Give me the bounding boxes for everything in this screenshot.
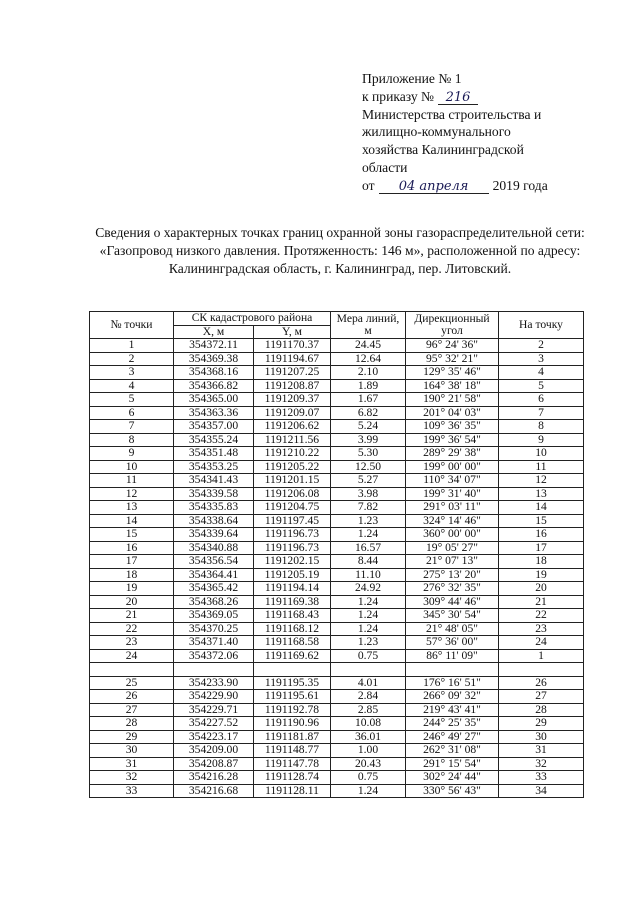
cell-point: 12 xyxy=(90,487,174,501)
cell-to-point: 8 xyxy=(499,420,584,434)
cell-angle: 199° 31' 40" xyxy=(406,487,499,501)
cell-measure: 6.82 xyxy=(331,406,406,420)
cell-measure: 20.43 xyxy=(331,757,406,771)
cell-x: 354355.24 xyxy=(174,433,254,447)
cell-x: 354353.25 xyxy=(174,460,254,474)
cell-y: 1191202.15 xyxy=(254,555,331,569)
header-x: X, м xyxy=(174,325,254,339)
cell-measure: 24.45 xyxy=(331,339,406,353)
cell-angle: 276° 32' 35" xyxy=(406,582,499,596)
table-row xyxy=(90,474,584,488)
cell-x: 354368.26 xyxy=(174,595,254,609)
cell-point: 30 xyxy=(90,744,174,758)
header-angle: Дирекционный угол xyxy=(406,312,499,339)
cell-angle: 291° 03' 11" xyxy=(406,501,499,515)
cell-point: 20 xyxy=(90,595,174,609)
cell-x: 354209.00 xyxy=(174,744,254,758)
cell-x: 354351.48 xyxy=(174,447,254,461)
cell-angle: 164° 38' 18" xyxy=(406,379,499,393)
cell-measure: 8.44 xyxy=(331,555,406,569)
cell-measure: 0.75 xyxy=(331,771,406,785)
cell-to-point: 10 xyxy=(499,447,584,461)
cell-y: 1191196.73 xyxy=(254,528,331,542)
cell-point: 1 xyxy=(90,339,174,353)
cell-x: 354341.43 xyxy=(174,474,254,488)
cell-x: 354365.42 xyxy=(174,582,254,596)
cell-x: 354369.05 xyxy=(174,609,254,623)
cell-x: 354363.36 xyxy=(174,406,254,420)
cell-x: 354223.17 xyxy=(174,730,254,744)
cell-point: 13 xyxy=(90,501,174,515)
cell-measure: 4.01 xyxy=(331,676,406,690)
cell-angle: 199° 36' 54" xyxy=(406,433,499,447)
cell-to-point: 12 xyxy=(499,474,584,488)
cell-x: 354372.06 xyxy=(174,649,254,663)
table-row xyxy=(90,487,584,501)
handwritten-order-number: 216 xyxy=(438,91,478,105)
cell-measure: 1.24 xyxy=(331,784,406,798)
cell-y: 1191196.73 xyxy=(254,541,331,555)
cell-angle: 96° 24' 36" xyxy=(406,339,499,353)
cell-to-point: 15 xyxy=(499,514,584,528)
cell-to-point: 31 xyxy=(499,744,584,758)
cell-point: 6 xyxy=(90,406,174,420)
date-prefix: от xyxy=(362,177,375,193)
cell-to-point: 28 xyxy=(499,703,584,717)
cell-to-point: 27 xyxy=(499,690,584,704)
cell-to-point: 30 xyxy=(499,730,584,744)
cell-point: 17 xyxy=(90,555,174,569)
cell-x: 354369.38 xyxy=(174,352,254,366)
cell-y: 1191197.45 xyxy=(254,514,331,528)
cell-measure: 0.75 xyxy=(331,649,406,663)
cell-y: 1191201.15 xyxy=(254,474,331,488)
cell-measure: 10.08 xyxy=(331,717,406,731)
cell-measure: 5.27 xyxy=(331,474,406,488)
cell-to-point: 5 xyxy=(499,379,584,393)
cell-to-point: 32 xyxy=(499,757,584,771)
cell-angle: 21° 48' 05" xyxy=(406,622,499,636)
cell-angle: 201° 04' 03" xyxy=(406,406,499,420)
cell-measure: 36.01 xyxy=(331,730,406,744)
cell-point: 24 xyxy=(90,649,174,663)
cell-measure: 1.23 xyxy=(331,636,406,650)
cell-point: 9 xyxy=(90,447,174,461)
cell-x: 354368.16 xyxy=(174,366,254,380)
cell-to-point: 18 xyxy=(499,555,584,569)
cell-angle: 266° 09' 32" xyxy=(406,690,499,704)
cell-measure: 5.24 xyxy=(331,420,406,434)
cell-point: 28 xyxy=(90,717,174,731)
cell-angle: 110° 34' 07" xyxy=(406,474,499,488)
table-row xyxy=(90,690,584,704)
table-row xyxy=(90,447,584,461)
cell-measure: 1.23 xyxy=(331,514,406,528)
cell-x: 354216.28 xyxy=(174,771,254,785)
cell-to-point: 13 xyxy=(499,487,584,501)
table-row xyxy=(90,420,584,434)
cell-angle: 129° 35' 46" xyxy=(406,366,499,380)
cell-y: 1191195.61 xyxy=(254,690,331,704)
cell-measure: 7.82 xyxy=(331,501,406,515)
cell-measure: 3.98 xyxy=(331,487,406,501)
cell-point: 7 xyxy=(90,420,174,434)
cell-x: 354340.88 xyxy=(174,541,254,555)
cell-x: 354364.41 xyxy=(174,568,254,582)
cell-measure: 1.24 xyxy=(331,595,406,609)
cell-angle: 324° 14' 46" xyxy=(406,514,499,528)
table-row xyxy=(90,703,584,717)
table-row xyxy=(90,757,584,771)
date-suffix: 2019 года xyxy=(492,177,548,193)
cell-to-point: 22 xyxy=(499,609,584,623)
cell-to-point: 4 xyxy=(499,366,584,380)
cell-x: 354339.58 xyxy=(174,487,254,501)
cell-angle: 345° 30' 54" xyxy=(406,609,499,623)
separator-row xyxy=(90,663,584,677)
table-row xyxy=(90,528,584,542)
ministry-line-4: области xyxy=(362,159,408,175)
cell-point: 19 xyxy=(90,582,174,596)
cell-x: 354371.40 xyxy=(174,636,254,650)
cell-y: 1191194.14 xyxy=(254,582,331,596)
cell-point: 25 xyxy=(90,676,174,690)
order-prefix: к приказу № xyxy=(362,88,435,104)
cell-point: 21 xyxy=(90,609,174,623)
cell-y: 1191169.62 xyxy=(254,649,331,663)
cell-point: 14 xyxy=(90,514,174,528)
cell-y: 1191210.22 xyxy=(254,447,331,461)
cell-angle: 176° 16' 51" xyxy=(406,676,499,690)
header-point: № точки xyxy=(90,312,174,339)
cell-to-point: 24 xyxy=(499,636,584,650)
cell-measure: 2.85 xyxy=(331,703,406,717)
cell-y: 1191195.35 xyxy=(254,676,331,690)
cell-x: 354216.68 xyxy=(174,784,254,798)
document-heading: Сведения о характерных точках границ охранной зоны газораспределительной сети: «Газопровод низкого давления. Протяженность: 146 м», расположенной по адресу: Калининградская область, г. Калининград, пер. Литовский. xyxy=(95,225,585,277)
cell-measure: 1.24 xyxy=(331,609,406,623)
cell-point: 4 xyxy=(90,379,174,393)
cell-y: 1191209.37 xyxy=(254,393,331,407)
cell-y: 1191168.58 xyxy=(254,636,331,650)
cell-y: 1191211.56 xyxy=(254,433,331,447)
table-row xyxy=(90,433,584,447)
cell-to-point: 3 xyxy=(499,352,584,366)
cell-angle: 21° 07' 13" xyxy=(406,555,499,569)
cell-point: 5 xyxy=(90,393,174,407)
cell-measure: 2.84 xyxy=(331,690,406,704)
cell-y: 1191168.43 xyxy=(254,609,331,623)
cell-measure: 1.24 xyxy=(331,528,406,542)
cell-x: 354233.90 xyxy=(174,676,254,690)
cell-to-point: 7 xyxy=(499,406,584,420)
cell-to-point: 34 xyxy=(499,784,584,798)
table-row xyxy=(90,595,584,609)
cell-to-point: 29 xyxy=(499,717,584,731)
cell-measure: 1.24 xyxy=(331,622,406,636)
cell-angle: 246° 49' 27" xyxy=(406,730,499,744)
table-row xyxy=(90,555,584,569)
cell-point: 26 xyxy=(90,690,174,704)
cell-point: 11 xyxy=(90,474,174,488)
cell-angle: 360° 00' 00" xyxy=(406,528,499,542)
cell-y: 1191192.78 xyxy=(254,703,331,717)
cell-to-point: 23 xyxy=(499,622,584,636)
cell-measure: 12.50 xyxy=(331,460,406,474)
cell-x: 354372.11 xyxy=(174,339,254,353)
cell-x: 354335.83 xyxy=(174,501,254,515)
cell-angle: 262° 31' 08" xyxy=(406,744,499,758)
appendix-block xyxy=(362,70,602,195)
cell-to-point: 1 xyxy=(499,649,584,663)
cell-measure: 12.64 xyxy=(331,352,406,366)
cell-y: 1191148.77 xyxy=(254,744,331,758)
cell-point: 3 xyxy=(90,366,174,380)
ministry-line-3: хозяйства Калининградской xyxy=(362,142,524,158)
cell-x: 354338.64 xyxy=(174,514,254,528)
cell-point: 22 xyxy=(90,622,174,636)
cell-y: 1191168.12 xyxy=(254,622,331,636)
table-row xyxy=(90,717,584,731)
cell-angle: 309° 44' 46" xyxy=(406,595,499,609)
cell-to-point: 17 xyxy=(499,541,584,555)
cell-point: 33 xyxy=(90,784,174,798)
cell-point: 2 xyxy=(90,352,174,366)
cell-to-point: 19 xyxy=(499,568,584,582)
cell-x: 354339.64 xyxy=(174,528,254,542)
table-row xyxy=(90,582,584,596)
cell-point: 15 xyxy=(90,528,174,542)
table-row xyxy=(90,366,584,380)
cell-y: 1191204.75 xyxy=(254,501,331,515)
cell-angle: 244° 25' 35" xyxy=(406,717,499,731)
cell-angle: 86° 11' 09" xyxy=(406,649,499,663)
cell-angle: 190° 21' 58" xyxy=(406,393,499,407)
coordinates-table xyxy=(89,311,584,798)
table-row xyxy=(90,339,584,353)
table-row xyxy=(90,676,584,690)
table-row xyxy=(90,352,584,366)
cell-y: 1191147.78 xyxy=(254,757,331,771)
cell-point: 31 xyxy=(90,757,174,771)
cell-y: 1191194.67 xyxy=(254,352,331,366)
cell-to-point: 26 xyxy=(499,676,584,690)
cell-y: 1191181.87 xyxy=(254,730,331,744)
cell-y: 1191209.07 xyxy=(254,406,331,420)
cell-measure: 5.30 xyxy=(331,447,406,461)
cell-point: 29 xyxy=(90,730,174,744)
table-row xyxy=(90,649,584,663)
cell-angle: 275° 13' 20" xyxy=(406,568,499,582)
cell-measure: 1.89 xyxy=(331,379,406,393)
cell-to-point: 16 xyxy=(499,528,584,542)
table-row xyxy=(90,622,584,636)
cell-measure: 1.67 xyxy=(331,393,406,407)
cell-to-point: 21 xyxy=(499,595,584,609)
cell-measure: 1.00 xyxy=(331,744,406,758)
cell-angle: 109° 36' 35" xyxy=(406,420,499,434)
cell-y: 1191206.62 xyxy=(254,420,331,434)
cell-y: 1191206.08 xyxy=(254,487,331,501)
table-row xyxy=(90,730,584,744)
cell-measure: 2.10 xyxy=(331,366,406,380)
cell-x: 354365.00 xyxy=(174,393,254,407)
header-y: Y, м xyxy=(254,325,331,339)
cell-angle: 330° 56' 43" xyxy=(406,784,499,798)
cell-y: 1191208.87 xyxy=(254,379,331,393)
cell-point: 16 xyxy=(90,541,174,555)
cell-y: 1191169.38 xyxy=(254,595,331,609)
table-row xyxy=(90,541,584,555)
cell-to-point: 14 xyxy=(499,501,584,515)
cell-point: 18 xyxy=(90,568,174,582)
cell-y: 1191207.25 xyxy=(254,366,331,380)
cell-y: 1191128.74 xyxy=(254,771,331,785)
cell-to-point: 2 xyxy=(499,339,584,353)
date-line xyxy=(362,177,602,195)
cell-to-point: 9 xyxy=(499,433,584,447)
cell-angle: 199° 00' 00" xyxy=(406,460,499,474)
table-row xyxy=(90,514,584,528)
table-row xyxy=(90,379,584,393)
cell-x: 354366.82 xyxy=(174,379,254,393)
cell-y: 1191128.11 xyxy=(254,784,331,798)
table-row xyxy=(90,568,584,582)
cell-point: 23 xyxy=(90,636,174,650)
cell-y: 1191170.37 xyxy=(254,339,331,353)
table-row xyxy=(90,744,584,758)
ministry-line-1: Министерства строительства и xyxy=(362,106,542,122)
cell-y: 1191190.96 xyxy=(254,717,331,731)
cell-x: 354229.71 xyxy=(174,703,254,717)
cell-measure: 24.92 xyxy=(331,582,406,596)
cell-point: 10 xyxy=(90,460,174,474)
table-row xyxy=(90,460,584,474)
table-row xyxy=(90,784,584,798)
cell-x: 354227.52 xyxy=(174,717,254,731)
cell-angle: 289° 29' 38" xyxy=(406,447,499,461)
cell-measure: 3.99 xyxy=(331,433,406,447)
cell-to-point: 11 xyxy=(499,460,584,474)
table-row xyxy=(90,771,584,785)
cell-x: 354229.90 xyxy=(174,690,254,704)
cell-measure: 11.10 xyxy=(331,568,406,582)
cell-point: 27 xyxy=(90,703,174,717)
table-row xyxy=(90,406,584,420)
cell-x: 354208.87 xyxy=(174,757,254,771)
cell-point: 8 xyxy=(90,433,174,447)
cell-x: 354356.54 xyxy=(174,555,254,569)
cell-angle: 219° 43' 41" xyxy=(406,703,499,717)
cell-to-point: 20 xyxy=(499,582,584,596)
handwritten-date: 04 апреля xyxy=(379,180,489,194)
cell-x: 354370.25 xyxy=(174,622,254,636)
cell-x: 354357.00 xyxy=(174,420,254,434)
cell-angle: 19° 05' 27" xyxy=(406,541,499,555)
table-row xyxy=(90,501,584,515)
ministry-line-2: жилищно-коммунального xyxy=(362,124,511,140)
table-row xyxy=(90,609,584,623)
header-measure: Мера линий, м xyxy=(331,312,406,339)
order-line xyxy=(362,88,602,106)
cell-angle: 57° 36' 00" xyxy=(406,636,499,650)
cell-point: 32 xyxy=(90,771,174,785)
table-row xyxy=(90,636,584,650)
header-sk: СК кадастрового района xyxy=(174,312,331,326)
table-row xyxy=(90,393,584,407)
cell-angle: 95° 32' 21" xyxy=(406,352,499,366)
cell-y: 1191205.19 xyxy=(254,568,331,582)
cell-measure: 16.57 xyxy=(331,541,406,555)
cell-to-point: 6 xyxy=(499,393,584,407)
header-to-point: На точку xyxy=(499,312,584,339)
cell-y: 1191205.22 xyxy=(254,460,331,474)
cell-to-point: 33 xyxy=(499,771,584,785)
appendix-title: Приложение № 1 xyxy=(362,71,462,86)
cell-angle: 291° 15' 54" xyxy=(406,757,499,771)
cell-angle: 302° 24' 44" xyxy=(406,771,499,785)
